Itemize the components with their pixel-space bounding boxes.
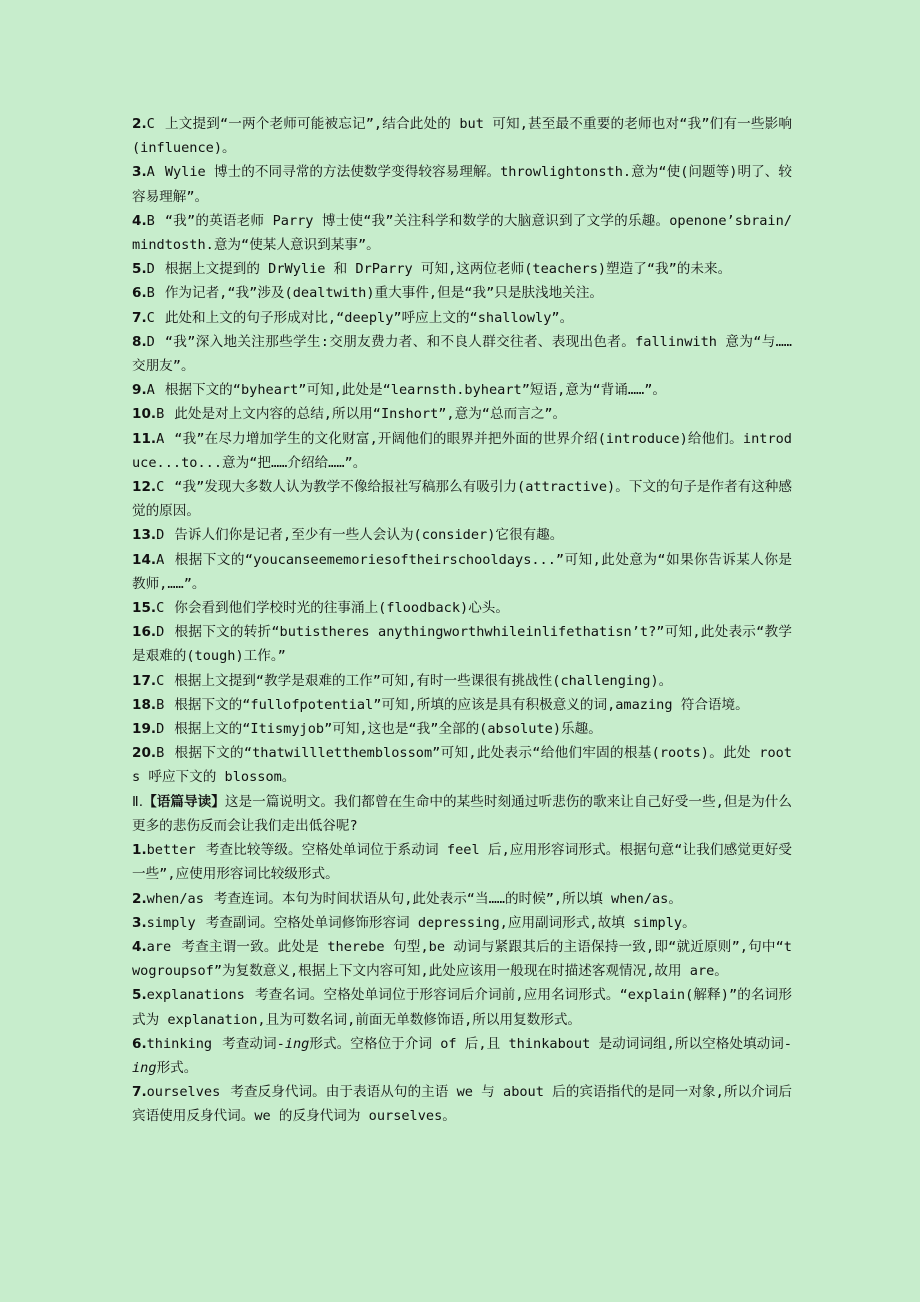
section-1-answers: [132, 112, 792, 790]
answer-item-7: 7.C 此处和上文的句子形成对比,“deeply”呼应上文的“shallowly”。: [132, 309, 574, 326]
answer-item-3: 3.A Wylie 博士的不同寻常的方法使数学变得较容易理解。throwlightonsth.意为“使(问题等)明了、较容易理解”。: [132, 164, 792, 205]
answer-item-5: 5.D 根据上文提到的 DrWylie 和 DrParry 可知,这两位老师(teachers)塑造了“我”的未来。: [132, 261, 732, 278]
fill-item-3: 3.simply 考查副词。空格处单词修饰形容词 depressing,应用副词形式,故填 simply。: [132, 914, 696, 931]
section-2-tag: 【语篇导读】: [143, 793, 225, 810]
answer-item-10: 10.B 此处是对上文内容的总结,所以用“Inshort”,意为“总而言之”。: [132, 406, 567, 423]
answer-item-15: 15.C 你会看到他们学校时光的往事涌上(floodback)心头。: [132, 600, 509, 617]
fill-item-5: 5.explanations 考查名词。空格处单词位于形容词后介词前,应用名词形式。“explain(解释)”的名词形式为 explanation,且为可数名词,前面无单数修饰语,所以用复数形式。: [132, 987, 792, 1028]
answer-item-8: 8.D “我”深入地关注那些学生:交朋友费力者、和不良人群交往者、表现出色者。fallinwith 意为“与……交朋友”。: [132, 333, 792, 375]
fill-item-6: 6.thinking 考查动词-ing形式。空格位于介词 of 后,且 thinkabout 是动词词组,所以空格处填动词-ing形式。: [132, 1035, 792, 1076]
section-2-intro-text: 这是一篇说明文。我们都曾在生命中的某些时刻通过听悲伤的歌来让自己好受一些,但是为什么更多的悲伤反而会让我们走出低谷呢?: [132, 793, 793, 834]
answer-item-14: 14.A 根据下文的“youcanseememoriesoftheirschooldays...”可知,此处意为“如果你告诉某人你是教师,……”。: [132, 551, 792, 592]
answer-item-13: 13.D 告诉人们你是记者,至少有一些人会认为(consider)它很有趣。: [132, 527, 564, 544]
answer-item-9: 9.A 根据下文的“byheart”可知,此处是“learnsth.byheart”短语,意为“背诵……”。: [132, 382, 666, 399]
answer-item-4: 4.B “我”的英语老师 Parry 博士使“我”关注科学和数学的大脑意识到了文学的乐趣。openone’sbrain/mindtosth.意为“使某人意识到某事”。: [132, 212, 792, 254]
fill-item-2: 2.when/as 考查连词。本句为时间状语从句,此处表示“当……的时候”,所以填 when/as。: [132, 890, 682, 907]
answer-item-18: 18.B 根据下文的“fullofpotential”可知,所填的应该是具有积极意义的词,amazing 符合语境。: [132, 696, 749, 713]
section-2: [132, 790, 792, 1129]
section-2-roman: Ⅱ.: [132, 793, 144, 810]
fill-item-7: 7.ourselves 考查反身代词。由于表语从句的主语 we 与 about 后的宾语指代的是同一对象,所以介词后宾语使用反身代词。we 的反身代词为 ourselves。: [132, 1084, 792, 1125]
answer-item-12: 12.C “我”发现大多数人认为教学不像给报社写稿那么有吸引力(attractive)。下文的句子是作者有这种感觉的原因。: [132, 479, 792, 520]
answer-item-16: 16.D 根据下文的转折“butistheres anythingworthwhileinlifethatisn’t?”可知,此处表示“教学是艰难的(tough)工作。”: [132, 624, 792, 665]
fill-item-1: 1.better 考查比较等级。空格处单词位于系动词 feel 后,应用形容词形式。根据句意“让我们感觉更好受一些”,应使用形容词比较级形式。: [132, 842, 792, 883]
answer-item-20: 20.B 根据下文的“thatwillletthemblossom”可知,此处表示“给他们牢固的根基(roots)。此处 roots 呼应下文的 blossom。: [132, 745, 792, 786]
fill-item-4: 4.are 考查主谓一致。此处是 therebe 句型,be 动词与紧跟其后的主语保持一致,即“就近原则”,句中“twogroupsof”为复数意义,根据上下文内容可知,此处应该用一般现在时描述客观情况,故用 are。: [132, 938, 792, 980]
answer-item-17: 17.C 根据上文提到“教学是艰难的工作”可知,有时一些课很有挑战性(challenging)。: [132, 672, 673, 689]
answer-item-11: 11.A “我”在尽力增加学生的文化财富,开阔他们的眼界并把外面的世界介绍(introduce)给他们。introduce...to...意为“把……介绍给……”。: [132, 430, 792, 471]
answer-key-content: [132, 112, 792, 1129]
answer-item-2: 2.C 上文提到“一两个老师可能被忘记”,结合此处的 but 可知,甚至最不重要的老师也对“我”们有一些影响(influence)。: [132, 116, 792, 157]
answer-item-6: 6.B 作为记者,“我”涉及(dealtwith)重大事件,但是“我”只是肤浅地关注。: [132, 285, 604, 302]
answer-item-19: 19.D 根据上文的“Itismyjob”可知,这也是“我”全部的(absolute)乐趣。: [132, 721, 602, 738]
section-2-intro: [132, 790, 792, 838]
